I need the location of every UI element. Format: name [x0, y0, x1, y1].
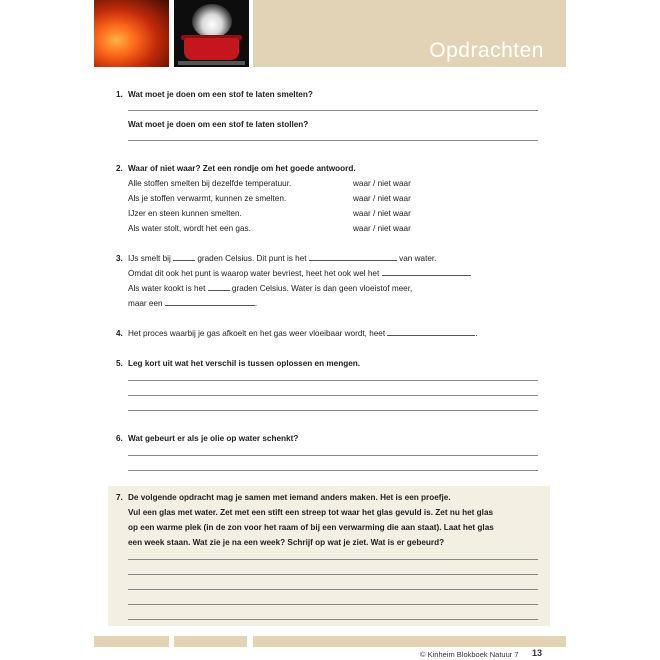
true-false-choice[interactable]: waar / niet waar	[353, 209, 411, 218]
true-false-choice[interactable]: waar / niet waar	[353, 179, 411, 188]
question-5-text: Leg kort uit wat het verschil is tussen oplossen en mengen.	[128, 359, 361, 368]
fill-blank-condensation[interactable]	[387, 326, 478, 338]
fill-blank-boiling-temp[interactable]	[208, 281, 230, 291]
answer-line-7b[interactable]	[128, 574, 538, 575]
question-7-line: De volgende opdracht mag je samen met iemand anders maken. Het is een proefje.	[128, 493, 451, 502]
lava-photo	[94, 0, 169, 67]
burner	[178, 61, 245, 65]
question-number: 5.	[116, 359, 123, 368]
fill-blank-melting-temp[interactable]	[173, 251, 195, 261]
question-number: 7.	[116, 493, 123, 502]
answer-line-7e[interactable]	[128, 619, 538, 620]
red-pot	[184, 38, 239, 60]
question-3-line-2	[128, 266, 472, 281]
answer-line-7c[interactable]	[128, 589, 538, 590]
fill-blank-gas-word[interactable]	[165, 296, 258, 308]
question-4-line	[128, 326, 478, 341]
text: IJs smelt bij	[128, 254, 171, 263]
statement-text: IJzer en steen kunnen smelten.	[128, 209, 242, 218]
true-false-choice[interactable]: waar / niet waar	[353, 224, 411, 233]
answer-line-7d[interactable]	[128, 604, 538, 605]
question-number: 1.	[116, 90, 123, 99]
answer-line-6a[interactable]	[128, 455, 538, 456]
answer-line-5c[interactable]	[128, 410, 538, 411]
text: graden Celsius. Water is dan geen vloeistof meer,	[231, 284, 413, 293]
statement-text: Als je stoffen verwarmt, kunnen ze smelten.	[128, 194, 287, 203]
answer-line-1b[interactable]	[128, 140, 538, 141]
question-1b-text: Wat moet je doen om een stof te laten stollen?	[128, 120, 309, 129]
question-3-line-1	[128, 251, 436, 266]
statement-row	[128, 221, 448, 236]
question-4-text: Het proces waarbij je gas afkoelt en het gas weer vloeibaar wordt, heet	[128, 329, 386, 338]
question-number: 4.	[116, 329, 123, 338]
answer-line-5a[interactable]	[128, 380, 538, 381]
statement-row	[128, 191, 448, 206]
question-number: 2.	[116, 164, 123, 173]
footer-bar-middle	[174, 636, 247, 647]
question-3-line-4	[128, 296, 257, 311]
question-number: 6.	[116, 434, 123, 443]
fill-blank-freezing-point[interactable]	[382, 266, 470, 276]
answer-line-1a[interactable]	[128, 110, 538, 111]
text: .	[254, 299, 258, 308]
steam	[192, 4, 232, 38]
question-number: 3.	[116, 254, 123, 263]
answer-line-5b[interactable]	[128, 395, 538, 396]
text: .	[469, 269, 472, 278]
statement-text: Als water stolt, wordt het een gas.	[128, 224, 251, 233]
question-3-line-3	[128, 281, 412, 296]
boiling-pot-photo	[174, 0, 249, 67]
statement-row	[128, 176, 448, 191]
text: graden Celsius. Dit punt is het	[197, 254, 307, 263]
answer-line-7a[interactable]	[128, 559, 538, 560]
question-7-line: een week staan. Wat zie je na een week? Schrijf op wat je ziet. Wat is er gebeurd?	[128, 538, 445, 547]
page-number: 13	[532, 648, 543, 658]
footer-bar-left	[94, 636, 169, 647]
question-6-text: Wat gebeurt er als je olie op water schenkt?	[128, 434, 299, 443]
text: van water.	[399, 254, 437, 263]
question-7-line: op een warme plek (in de zon voor het raam of bij een verwarming die aan staat). Laat het glas	[128, 523, 494, 532]
footer-bar-right	[253, 636, 566, 647]
question-2-prompt: Waar of niet waar? Zet een rondje om het goede antwoord.	[128, 164, 356, 173]
statement-text: Alle stoffen smelten bij dezelfde temperatuur.	[128, 179, 292, 188]
statement-row	[128, 206, 448, 221]
text: Als water kookt is het	[128, 284, 206, 293]
text: maar een	[128, 299, 163, 308]
text: Omdat dit ook het punt is waarop water bevriest, heet het ook wel het	[128, 269, 380, 278]
title-bar	[253, 0, 566, 67]
answer-line-6b[interactable]	[128, 470, 538, 471]
question-7-line: Vul een glas met water. Zet met een stift een streep tot waar het glas gevuld is. Zet nu het glas	[128, 508, 494, 517]
page-title: Opdrachten	[429, 39, 544, 62]
true-false-choice[interactable]: waar / niet waar	[353, 194, 411, 203]
fill-blank-melting-point[interactable]	[309, 251, 397, 261]
copyright-credit: © Kinheim Blokboek Natuur 7	[420, 650, 519, 659]
text: .	[475, 329, 478, 338]
question-1a-text: Wat moet je doen om een stof te laten smelten?	[128, 90, 313, 99]
